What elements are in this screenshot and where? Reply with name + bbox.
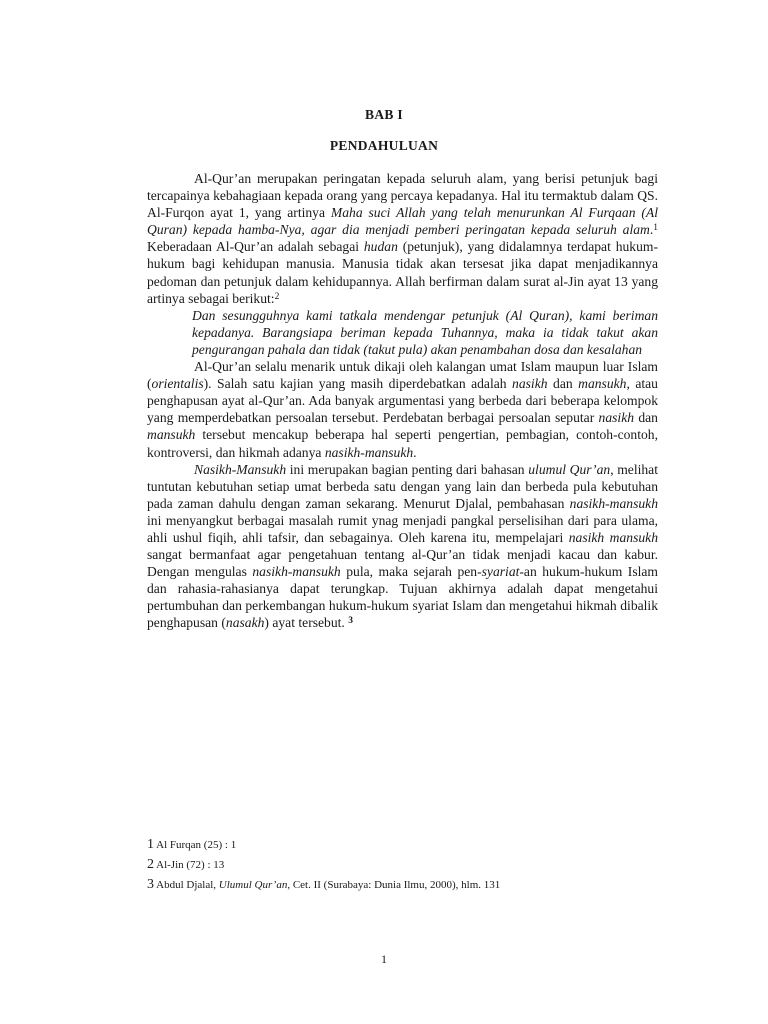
paragraph (147, 358, 658, 461)
italic-text: nasikh (512, 376, 548, 392)
italic-text: ulumul Qur’an (528, 461, 611, 477)
body-text (147, 170, 658, 632)
text-run: dan (634, 410, 658, 426)
footnote (147, 835, 667, 855)
footnote-reference: 3 (348, 616, 353, 627)
footnotes (147, 835, 667, 895)
italic-text: nasikh (598, 410, 635, 426)
section-heading: PENDAHULUAN (329, 138, 439, 153)
paragraph (147, 461, 658, 632)
text-run: , melihat tuntutan kebutuhan setiap umat berbeda satu dengan yang lain dan berbeda pula kebutuhan pada zaman dahulu dengan zaman sekarang. Menurut Djalal, pembahasan (147, 461, 658, 511)
text-run: Al Furqan (25) : 1 (154, 839, 237, 851)
text-run: ). Salah satu kajian yang masih diperdebatkan adalah (203, 376, 513, 392)
italic-text: nasikh mansukh (568, 529, 658, 545)
footnote-reference: 1 (653, 223, 658, 234)
italic-text: nasikh-mansukh (252, 564, 341, 580)
chapter-heading: BAB I (365, 107, 403, 122)
text-run: , atau penghapusan ayat al-Qur’an. Ada banyak argumentasi yang berbeda dari beberapa kelompok yang memperdebatkan persoalan tersebut. Perdebatan berbagai persoalan seputar (147, 376, 658, 426)
text-run: Keberadaan Al-Qur’an adalah sebagai (147, 239, 364, 255)
italic-text: Maha suci Allah yang telah menurunkan Al Furqaan (Al Quran) kepada hamba-Nya, agar dia menjadi pemberi peringatan kepada seluruh alam (147, 205, 658, 238)
italic-text: Nasikh-Mansukh (194, 461, 287, 477)
text-run: sangat bermanfaat agar pengetahuan tentang al-Qur’an tidak menjadi kacau dan kabur. Dengan mengulas (147, 547, 658, 580)
italic-text: nasakh (225, 615, 265, 631)
text-run: Al-Qur’an selalu menarik untuk dikaji oleh kalangan umat Islam maupun luar Islam ( (147, 359, 658, 392)
text-run: . (413, 444, 417, 460)
text-run: -an hukum-hukum Islam dan rahasia-rahasianya dapat terungkap. Tujuan akhirnya adalah dapat mengetahui pertumbuhan dan perkembangan hukum-hukum syariat Islam dan mengetahui hikmah dibalik penghapusan ( (147, 564, 658, 631)
text-run: ini merupakan bagian penting dari bahasan (286, 461, 529, 477)
text-run: ini menyangkut berbagai masalah rumit ynag menjadi pangkal perselisihan dari para ulama, ahli ushul fiqih, ahli tafsir, dan sebagainya. Oleh karena itu, mempelajari (147, 512, 658, 545)
footnote-reference: 2 (274, 291, 280, 302)
text-run: dan (547, 376, 579, 392)
italic-text: nasikh-mansukh (324, 444, 414, 460)
text-run: Abdul Djalal, (154, 879, 219, 891)
italic-text: Ulumul Qur’an (218, 879, 288, 891)
text-run: . (649, 222, 654, 238)
footnote-number: 3 (147, 877, 154, 892)
italic-text: mansukh (147, 427, 196, 443)
text-run: , Cet. II (Surabaya: Dunia Ilmu, 2000), hlm. 131 (287, 879, 501, 891)
footnote (147, 855, 667, 875)
paragraph (147, 170, 658, 307)
block-quote (192, 307, 658, 358)
text-run: Al-Jin (72) : 13 (154, 859, 225, 871)
text-run: Dan sesungguhnya kami tatkala mendengar petunjuk (Al Quran), kami beriman kepadanya. Barangsiapa beriman kepada Tuhannya, maka ia tidak takut akan pengurangan pahala dan tidak (takut pula) akan penambahan dosa dan kesalahan (192, 307, 658, 357)
page-number: 1 (381, 952, 387, 966)
italic-text: syariat (481, 564, 520, 580)
text-run: ) ayat tersebut. (264, 615, 349, 631)
text-run: (petunjuk), yang didalamnya terdapat hukum-hukum bagi kehidupan manusia. Manusia tidak akan tersesat jika dapat menjadikannya pedoman dan petunjuk dalam kehidupannya. Allah berfirman dalam surat al-Jin ayat 13 yang artinya sebagai berikut: (147, 239, 658, 306)
footnote (147, 875, 667, 895)
footnote-number: 2 (147, 857, 154, 872)
italic-text: hudan (363, 239, 398, 255)
text-run: pula, maka sejarah pen- (340, 564, 482, 580)
text-run: tersebut mencakup beberapa hal seperti pengertian, pembagian, contoh-contoh, kontroversi, dan hikmah adanya (147, 427, 658, 460)
footnote-number: 1 (147, 837, 154, 852)
italic-text: orientalis (151, 376, 204, 392)
italic-text: mansukh (578, 376, 627, 392)
text-run: Al-Qur’an merupakan peringatan kepada seluruh alam, yang berisi petunjuk bagi tercapainya kebahagiaan kepada orang yang percaya kepadanya. Hal itu termaktub dalam QS. Al-Furqon ayat 1, yang artinya (147, 171, 658, 221)
italic-text: nasikh-mansukh (569, 495, 658, 511)
